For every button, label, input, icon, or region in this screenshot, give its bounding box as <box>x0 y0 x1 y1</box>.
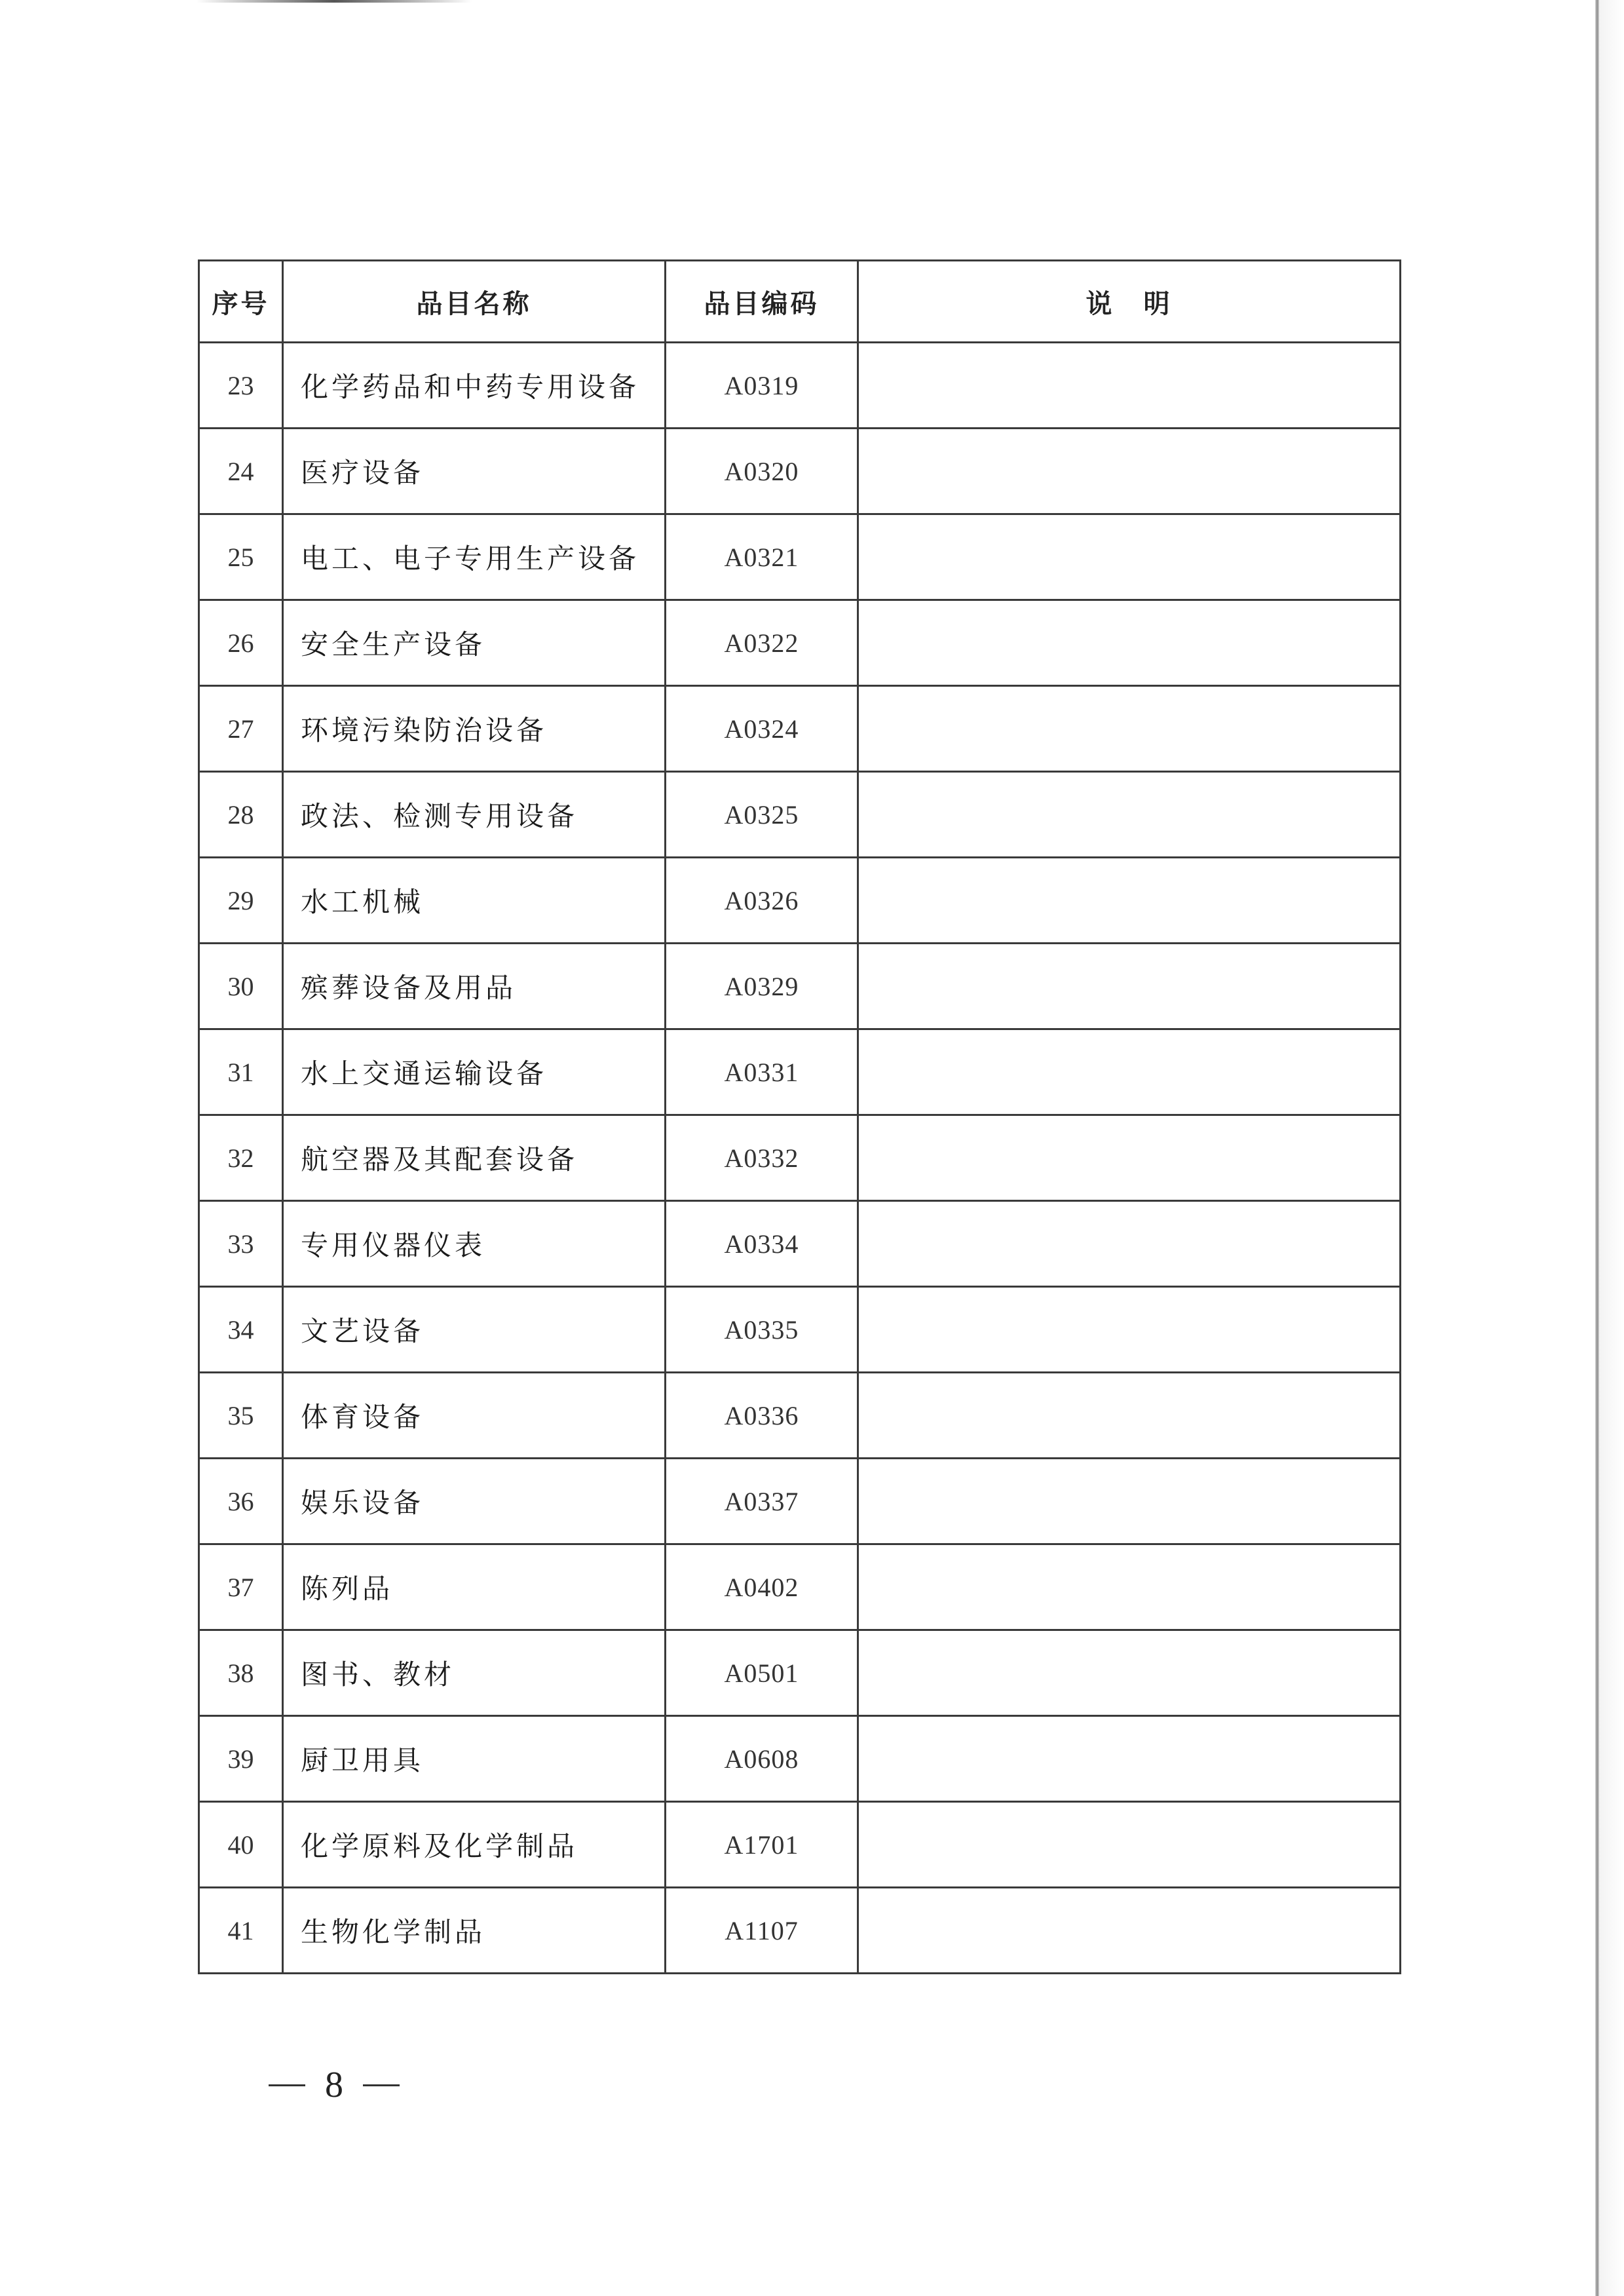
table-row <box>199 1544 1401 1630</box>
cell-item-name: 娱乐设备 <box>283 1459 666 1544</box>
header-seq: 序号 <box>199 261 283 343</box>
cell-seq: 24 <box>199 429 283 514</box>
cell-description <box>858 429 1401 514</box>
cell-item-code: A1701 <box>666 1802 858 1888</box>
cell-item-code: A0334 <box>666 1201 858 1287</box>
table-row <box>199 1888 1401 1974</box>
header-description: 说 明 <box>858 261 1401 343</box>
cell-item-name: 化学原料及化学制品 <box>283 1802 666 1888</box>
cell-seq: 29 <box>199 858 283 944</box>
table-row <box>199 858 1401 944</box>
cell-item-code: A0402 <box>666 1544 858 1630</box>
table-row <box>199 772 1401 858</box>
cell-item-name: 安全生产设备 <box>283 600 666 686</box>
cell-description <box>858 1287 1401 1373</box>
cell-description <box>858 1802 1401 1888</box>
cell-description <box>858 514 1401 600</box>
cell-seq: 32 <box>199 1115 283 1201</box>
header-item-name: 品目名称 <box>283 261 666 343</box>
table-row <box>199 686 1401 772</box>
cell-item-name: 图书、教材 <box>283 1630 666 1716</box>
cell-item-code: A0322 <box>666 600 858 686</box>
cell-item-name: 殡葬设备及用品 <box>283 944 666 1029</box>
cell-seq: 31 <box>199 1029 283 1115</box>
cell-item-name: 政法、检测专用设备 <box>283 772 666 858</box>
footer-dash-right <box>363 2084 400 2086</box>
table-body <box>199 343 1401 1974</box>
cell-item-code: A0320 <box>666 429 858 514</box>
cell-seq: 33 <box>199 1201 283 1287</box>
scan-edge-top <box>197 0 472 3</box>
cell-item-code: A0319 <box>666 343 858 429</box>
cell-description <box>858 343 1401 429</box>
cell-description <box>858 1459 1401 1544</box>
cell-seq: 23 <box>199 343 283 429</box>
cell-item-name: 医疗设备 <box>283 429 666 514</box>
table-row <box>199 1373 1401 1459</box>
cell-item-code: A1107 <box>666 1888 858 1974</box>
cell-seq: 27 <box>199 686 283 772</box>
cell-item-code: A0501 <box>666 1630 858 1716</box>
cell-description <box>858 772 1401 858</box>
table-row <box>199 600 1401 686</box>
cell-description <box>858 1544 1401 1630</box>
cell-description <box>858 1201 1401 1287</box>
cell-item-name: 电工、电子专用生产设备 <box>283 514 666 600</box>
cell-item-name: 陈列品 <box>283 1544 666 1630</box>
cell-item-name: 专用仪器仪表 <box>283 1201 666 1287</box>
scan-edge-right <box>1595 0 1599 2296</box>
page-number: 8 <box>325 2065 343 2105</box>
cell-item-name: 厨卫用具 <box>283 1716 666 1802</box>
cell-item-code: A0336 <box>666 1373 858 1459</box>
table-row <box>199 1201 1401 1287</box>
cell-item-code: A0325 <box>666 772 858 858</box>
cell-description <box>858 1888 1401 1974</box>
cell-item-code: A0324 <box>666 686 858 772</box>
table-row <box>199 1630 1401 1716</box>
table-row <box>199 1115 1401 1201</box>
cell-seq: 36 <box>199 1459 283 1544</box>
cell-item-name: 文艺设备 <box>283 1287 666 1373</box>
procurement-item-table <box>198 259 1401 1974</box>
cell-item-name: 航空器及其配套设备 <box>283 1115 666 1201</box>
cell-description <box>858 1716 1401 1802</box>
cell-item-code: A0326 <box>666 858 858 944</box>
cell-seq: 28 <box>199 772 283 858</box>
table-row <box>199 343 1401 429</box>
cell-item-code: A0332 <box>666 1115 858 1201</box>
cell-item-code: A0335 <box>666 1287 858 1373</box>
cell-seq: 26 <box>199 600 283 686</box>
header-item-code: 品目编码 <box>666 261 858 343</box>
table-row <box>199 514 1401 600</box>
cell-item-name: 生物化学制品 <box>283 1888 666 1974</box>
cell-seq: 39 <box>199 1716 283 1802</box>
cell-item-code: A0329 <box>666 944 858 1029</box>
cell-description <box>858 1373 1401 1459</box>
cell-item-name: 水上交通运输设备 <box>283 1029 666 1115</box>
table-row <box>199 1287 1401 1373</box>
cell-item-name: 体育设备 <box>283 1373 666 1459</box>
cell-description <box>858 686 1401 772</box>
table-row <box>199 1029 1401 1115</box>
cell-seq: 38 <box>199 1630 283 1716</box>
table-row <box>199 1716 1401 1802</box>
cell-seq: 35 <box>199 1373 283 1459</box>
table-row <box>199 944 1401 1029</box>
table-row <box>199 429 1401 514</box>
cell-description <box>858 1115 1401 1201</box>
cell-description <box>858 1630 1401 1716</box>
cell-seq: 34 <box>199 1287 283 1373</box>
cell-description <box>858 858 1401 944</box>
cell-item-name: 水工机械 <box>283 858 666 944</box>
cell-seq: 40 <box>199 1802 283 1888</box>
cell-description <box>858 944 1401 1029</box>
cell-seq: 37 <box>199 1544 283 1630</box>
cell-description <box>858 600 1401 686</box>
cell-description <box>858 1029 1401 1115</box>
table-header-row <box>199 261 1401 343</box>
cell-item-code: A0337 <box>666 1459 858 1544</box>
cell-item-code: A0331 <box>666 1029 858 1115</box>
cell-item-name: 环境污染防治设备 <box>283 686 666 772</box>
table-row <box>199 1802 1401 1888</box>
page-footer <box>269 2064 400 2106</box>
cell-item-code: A0321 <box>666 514 858 600</box>
cell-seq: 41 <box>199 1888 283 1974</box>
cell-item-name: 化学药品和中药专用设备 <box>283 343 666 429</box>
cell-seq: 25 <box>199 514 283 600</box>
scan-edge-shadow <box>1599 0 1624 2296</box>
cell-item-code: A0608 <box>666 1716 858 1802</box>
footer-dash-left <box>269 2084 305 2086</box>
cell-seq: 30 <box>199 944 283 1029</box>
table-row <box>199 1459 1401 1544</box>
